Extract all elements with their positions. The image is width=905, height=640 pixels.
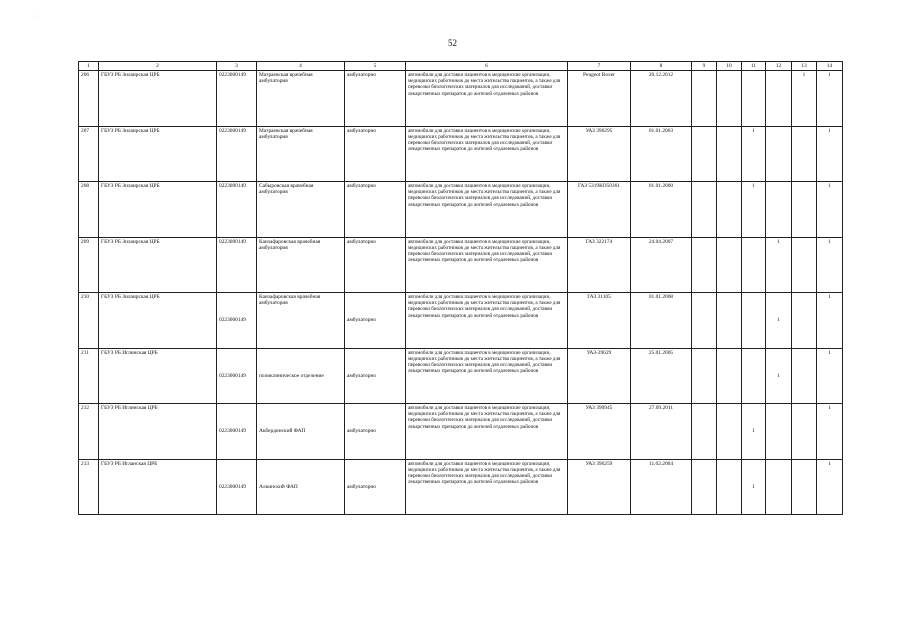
subdivision-name: Сабыровская врачебная амбулатория	[257, 182, 345, 238]
cell-col-10	[717, 126, 742, 182]
vehicle-purpose: автомобили для доставки пациентов в медицинские организации, медицинских работников до места жительства пациентов, а также для перевозки биологических материалов для исследований, доставки лекарственных препаратов до жителей отдаленных районов	[406, 237, 568, 293]
cell-col-13	[792, 182, 817, 238]
cell-col-12	[766, 126, 792, 182]
cell-col-9	[692, 182, 717, 238]
org-code: 0223000149	[217, 237, 257, 293]
cell-col-10	[717, 293, 742, 349]
subdivision-name: поликлиническое отделение	[257, 348, 345, 404]
cell-col-11: 1	[742, 404, 766, 460]
organization-name: ГБУЗ РБ Зилаирская ЦРБ	[99, 71, 217, 127]
cell-col-10	[717, 404, 742, 460]
row-number: 209	[79, 237, 99, 293]
cell-col-10	[717, 182, 742, 238]
registration-date: 01.01.2000	[631, 182, 692, 238]
vehicle-purpose: автомобили для доставки пациентов в медицинские организации, медицинских работников до места жительства пациентов, а также для перевозки биологических материалов для исследований, доставки лекарственных препаратов до жителей отдаленных районов	[406, 348, 568, 404]
care-type: амбулаторно	[345, 126, 406, 182]
vehicle-model: УАЗ 396259	[568, 459, 631, 515]
column-number-row	[79, 62, 843, 71]
cell-col-11: 1	[742, 126, 766, 182]
cell-col-9	[692, 237, 717, 293]
cell-col-11: 1	[742, 459, 766, 515]
column-header: 6	[406, 62, 568, 71]
cell-col-9	[692, 71, 717, 127]
cell-col-10	[717, 348, 742, 404]
scan-corner-mark: ·	[36, 14, 38, 20]
cell-col-10	[717, 237, 742, 293]
vehicle-purpose: автомобили для доставки пациентов в медицинские организации, медицинских работников до места жительства пациентов, а также для перевозки биологических материалов для исследований, доставки лекарственных препаратов до жителей отдаленных районов	[406, 71, 568, 127]
organization-name: ГБУЗ РБ Зилаирская ЦРБ	[99, 237, 217, 293]
table-row	[79, 237, 843, 293]
vehicle-model: УАЗ 390945	[568, 404, 631, 460]
page-number: 52	[448, 38, 457, 48]
care-type: амбулаторно	[345, 182, 406, 238]
cell-col-12: 1	[766, 293, 792, 349]
cell-col-12	[766, 459, 792, 515]
table-row	[79, 126, 843, 182]
table-row	[79, 459, 843, 515]
cell-col-12: 1	[766, 348, 792, 404]
organization-name: ГБУЗ РБ Иглинская ЦРБ	[99, 404, 217, 460]
cell-col-14: 1	[817, 293, 843, 349]
cell-col-14: 1	[817, 348, 843, 404]
cell-col-13	[792, 459, 817, 515]
table-row	[79, 182, 843, 238]
organization-name: ГБУЗ РБ Зилаирская ЦРБ	[99, 126, 217, 182]
org-code: 0223000149	[217, 404, 257, 460]
care-type: амбулаторно	[345, 237, 406, 293]
cell-col-14: 1	[817, 71, 843, 127]
cell-col-12	[766, 404, 792, 460]
column-header: 9	[692, 62, 717, 71]
cell-col-10	[717, 459, 742, 515]
row-number: 210	[79, 293, 99, 349]
org-code: 0223000149	[217, 293, 257, 349]
care-type: амбулаторно	[345, 348, 406, 404]
subdivision-name: Алкинский ФАП	[257, 459, 345, 515]
row-number: 207	[79, 126, 99, 182]
column-header: 1	[79, 62, 99, 71]
column-header: 8	[631, 62, 692, 71]
org-code: 0223000149	[217, 71, 257, 127]
care-type: амбулаторно	[345, 404, 406, 460]
cell-col-13	[792, 293, 817, 349]
cell-col-12: 1	[766, 237, 792, 293]
column-header: 5	[345, 62, 406, 71]
row-number: 213	[79, 459, 99, 515]
column-header: 11	[742, 62, 766, 71]
registration-date: 20.12.2012	[631, 71, 692, 127]
care-type: амбулаторно	[345, 71, 406, 127]
subdivision-name: Акбердинский ФАП	[257, 404, 345, 460]
vehicle-purpose: автомобили для доставки пациентов в медицинские организации, медицинских работников до места жительства пациентов, а также для перевозки биологических материалов для исследований, доставки лекарственных препаратов до жителей отдаленных районов	[406, 293, 568, 349]
cell-col-14: 1	[817, 459, 843, 515]
cell-col-9	[692, 126, 717, 182]
cell-col-13	[792, 348, 817, 404]
table-row	[79, 71, 843, 127]
table-row	[79, 293, 843, 349]
row-number: 212	[79, 404, 99, 460]
org-code: 0223000149	[217, 459, 257, 515]
registration-date: 27.09.2011	[631, 404, 692, 460]
cell-col-13	[792, 404, 817, 460]
vehicle-model: ГАЗ 5319КО50361	[568, 182, 631, 238]
cell-col-9	[692, 348, 717, 404]
organization-name: ГБУЗ РБ Иглинская ЦРБ	[99, 348, 217, 404]
organization-name: ГБУЗ РБ Зилаирская ЦРБ	[99, 182, 217, 238]
subdivision-name: Матраевская врачебная амбулатория	[257, 71, 345, 127]
table-row	[79, 404, 843, 460]
cell-col-10	[717, 71, 742, 127]
column-header: 12	[766, 62, 792, 71]
subdivision-name: Матраевская врачебная амбулатория	[257, 126, 345, 182]
org-code: 0223000149	[217, 126, 257, 182]
organization-name: ГБУЗ РБ Игланская ЦРБ	[99, 459, 217, 515]
row-number: 211	[79, 348, 99, 404]
vehicle-model: Peugeot Boxer	[568, 71, 631, 127]
cell-col-14: 1	[817, 237, 843, 293]
cell-col-14: 1	[817, 126, 843, 182]
vehicle-purpose: автомобили для доставки пациентов в медицинские организации, медицинских работников до места жительства пациентов, а также для перевозки биологических материалов для исследований, доставки лекарственных препаратов до жителей отдаленных районов	[406, 404, 568, 460]
cell-col-12	[766, 71, 792, 127]
cell-col-9	[692, 404, 717, 460]
cell-col-14: 1	[817, 182, 843, 238]
column-header: 7	[568, 62, 631, 71]
registration-date: 24.04.2007	[631, 237, 692, 293]
vehicle-purpose: автомобили для доставки пациентов в медицинские организации, медицинских работников до места жительства пациентов, а также для перевозки биологических материалов для исследований, доставки лекарственных препаратов до жителей отдаленных районов	[406, 182, 568, 238]
org-code: 0223000149	[217, 182, 257, 238]
cell-col-12	[766, 182, 792, 238]
vehicle-register-table	[78, 61, 843, 515]
cell-col-11	[742, 237, 766, 293]
vehicle-purpose: автомобили для доставки пациентов в медицинские организации, медицинских работников до места жительства пациентов, а также для перевозки биологических материалов для исследований, доставки лекарственных препаратов до жителей отдаленных районов	[406, 459, 568, 515]
subdivision-name: Канзафаровская врачебная амбулатория	[257, 293, 345, 349]
vehicle-model: УАЗ 396295	[568, 126, 631, 182]
subdivision-name: Канзафаровская врачебная амбулатория	[257, 237, 345, 293]
column-header: 4	[257, 62, 345, 71]
vehicle-model: ГАЗ 31105	[568, 293, 631, 349]
cell-col-9	[692, 293, 717, 349]
row-number: 208	[79, 182, 99, 238]
cell-col-11	[742, 71, 766, 127]
vehicle-model: ГАЗ 322174	[568, 237, 631, 293]
cell-col-11	[742, 293, 766, 349]
cell-col-13	[792, 237, 817, 293]
column-header: 14	[817, 62, 843, 71]
cell-col-9	[692, 459, 717, 515]
row-number: 206	[79, 71, 99, 127]
vehicle-purpose: автомобили для доставки пациентов в медицинские организации, медицинских работников до места жительства пациентов, а также для перевозки биологических материалов для исследований, доставки лекарственных препаратов до жителей отдаленных районов	[406, 126, 568, 182]
registration-date: 25.01.2005	[631, 348, 692, 404]
column-header: 10	[717, 62, 742, 71]
registration-date: 01.01.2008	[631, 293, 692, 349]
column-header: 2	[99, 62, 217, 71]
registration-date: 11.02.2004	[631, 459, 692, 515]
organization-name: ГБУЗ РБ Зилаирская ЦРБ	[99, 293, 217, 349]
column-header: 3	[217, 62, 257, 71]
column-header: 13	[792, 62, 817, 71]
cell-col-13	[792, 126, 817, 182]
vehicle-model: УАЗ-39629	[568, 348, 631, 404]
cell-col-11	[742, 348, 766, 404]
org-code: 0223000149	[217, 348, 257, 404]
cell-col-14: 1	[817, 404, 843, 460]
table-row	[79, 348, 843, 404]
care-type: амбулаторно	[345, 459, 406, 515]
cell-col-13: 1	[792, 71, 817, 127]
registration-date: 01.01.2003	[631, 126, 692, 182]
care-type: амбулаторно	[345, 293, 406, 349]
cell-col-11: 1	[742, 182, 766, 238]
